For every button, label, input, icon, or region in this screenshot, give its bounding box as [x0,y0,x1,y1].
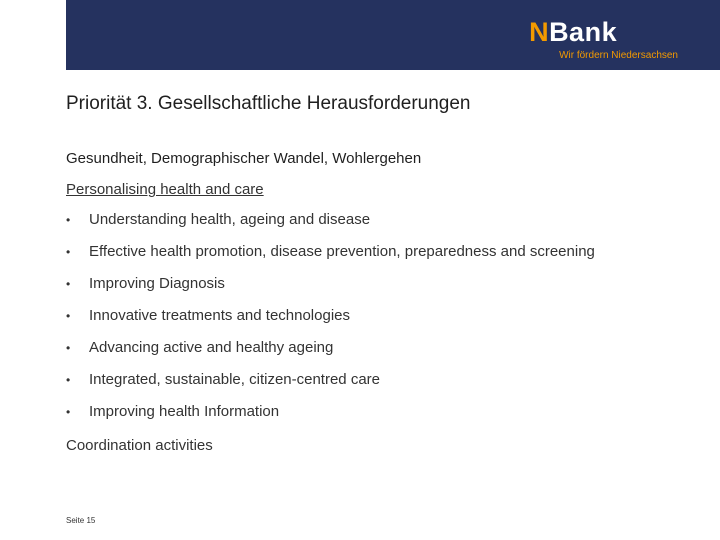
nbank-logo [529,18,678,61]
section-link[interactable]: Personalising health and care [66,181,264,198]
bullet-icon: • [66,213,71,227]
list-item [66,236,595,268]
list-item-text: Integrated, sustainable, citizen-centred care [89,371,380,388]
list-item-text: Advancing active and healthy ageing [89,339,334,356]
subtitle: Gesundheit, Demographischer Wandel, Wohlergehen [66,150,422,167]
bullet-icon: • [66,309,71,323]
list-item [66,364,595,396]
list-item-text: Improving Diagnosis [89,275,225,292]
bullet-icon: • [66,405,71,419]
page-title: Priorität 3. Gesellschaftliche Herausforderungen [66,93,471,114]
page-number: Seite 15 [66,516,96,525]
logo-tagline: Wir fördern Niedersachsen [559,50,678,61]
list-item [66,332,595,364]
logo-wordmark [529,18,678,46]
logo-bank: Bank [549,17,618,47]
list-item-text: Effective health promotion, disease prevention, preparedness and screening [89,243,595,260]
bullet-icon: • [66,277,71,291]
logo-n: N [529,17,550,47]
list-item [66,300,595,332]
list-item [66,204,595,236]
bullet-icon: • [66,341,71,355]
header-band [66,0,720,70]
bullet-icon: • [66,245,71,259]
list-item [66,268,595,300]
list-item-text: Understanding health, ageing and disease [89,211,371,228]
coordination-text: Coordination activities [66,437,213,454]
bullet-icon: • [66,373,71,387]
list-item-text: Improving health Information [89,403,280,420]
bullet-list [66,204,595,428]
list-item-text: Innovative treatments and technologies [89,307,350,324]
list-item [66,396,595,428]
